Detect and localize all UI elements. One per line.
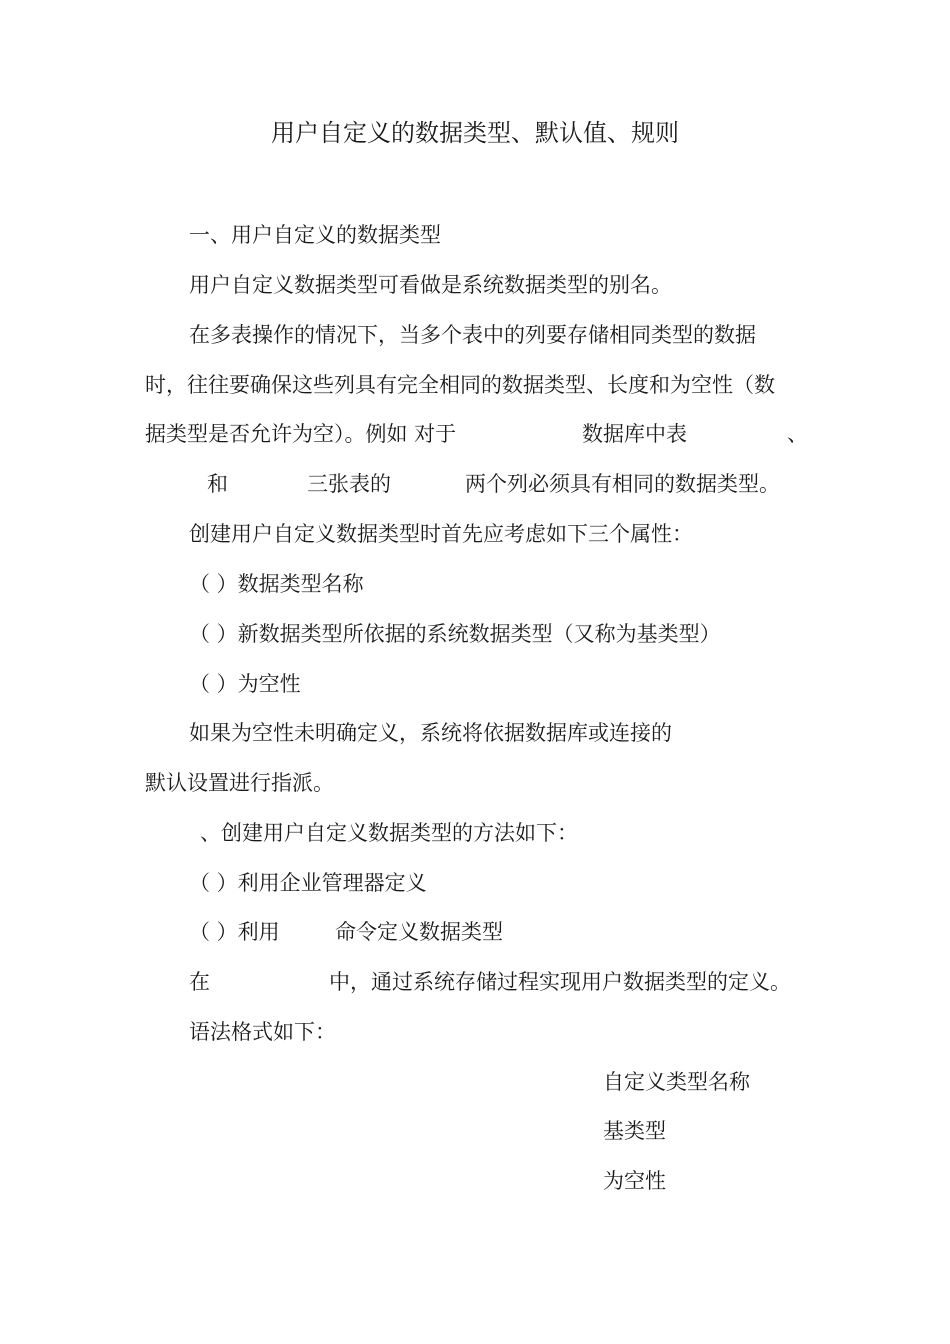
paragraph-3: 创建用户自定义数据类型时首先应考虑如下三个属性： — [189, 522, 693, 546]
attribute-item-2: （ ）新数据类型所依据的系统数据类型（又称为基类型） — [189, 622, 721, 646]
paragraph-4-line-1: 如果为空性未明确定义，系统将依据数据库或连接的 — [189, 721, 672, 745]
line-3-segment-c: 、 — [787, 422, 808, 446]
line-3-segment-a: 据类型是否允许为空）。例如 对于 — [145, 422, 457, 446]
attribute-item-3: （ ）为空性 — [189, 672, 301, 696]
page-title: 用户自定义的数据类型、默认值、规则 — [271, 119, 679, 147]
method-item-1: （ ）利用企业管理器定义 — [189, 871, 427, 895]
method-item-2 — [189, 917, 789, 947]
line-4-segment-c: 两个列必须具有相同的数据类型。 — [465, 472, 780, 496]
section-heading: 一、用户自定义的数据类型 — [189, 223, 441, 247]
paragraph-2-line-4 — [145, 469, 825, 499]
line-4-segment-a: 和 — [207, 472, 228, 496]
attribute-item-1: （ ）数据类型名称 — [189, 572, 364, 596]
syntax-line-1: 自定义类型名称 — [603, 1070, 750, 1094]
syntax-line-2: 基类型 — [603, 1119, 666, 1143]
method-2-segment-a: （ ）利用 — [189, 920, 280, 944]
paragraph-2-line-3 — [145, 419, 825, 449]
method-2-segment-b: 命令定义数据类型 — [335, 920, 503, 944]
paragraph-4-line-2: 默认设置进行指派。 — [145, 771, 334, 795]
paragraph-2-line-1: 在多表操作的情况下，当多个表中的列要存储相同类型的数据 — [189, 323, 756, 347]
paragraph-6 — [189, 967, 829, 997]
paragraph-7: 语法格式如下： — [189, 1020, 336, 1044]
line-3-segment-b: 数据库中表 — [582, 422, 687, 446]
paragraph-6-segment-b: 中，通过系统存储过程实现用户数据类型的定义。 — [329, 970, 791, 994]
paragraph-2-line-2: 时，往往要确保这些列具有完全相同的数据类型、长度和为空性（数 — [145, 373, 775, 397]
paragraph-6-segment-a: 在 — [189, 970, 210, 994]
syntax-line-3: 为空性 — [603, 1169, 666, 1193]
paragraph-5: 、创建用户自定义数据类型的方法如下： — [200, 821, 578, 845]
line-4-segment-b: 三张表的 — [307, 472, 391, 496]
paragraph-1: 用户自定义数据类型可看做是系统数据类型的别名。 — [189, 273, 672, 297]
